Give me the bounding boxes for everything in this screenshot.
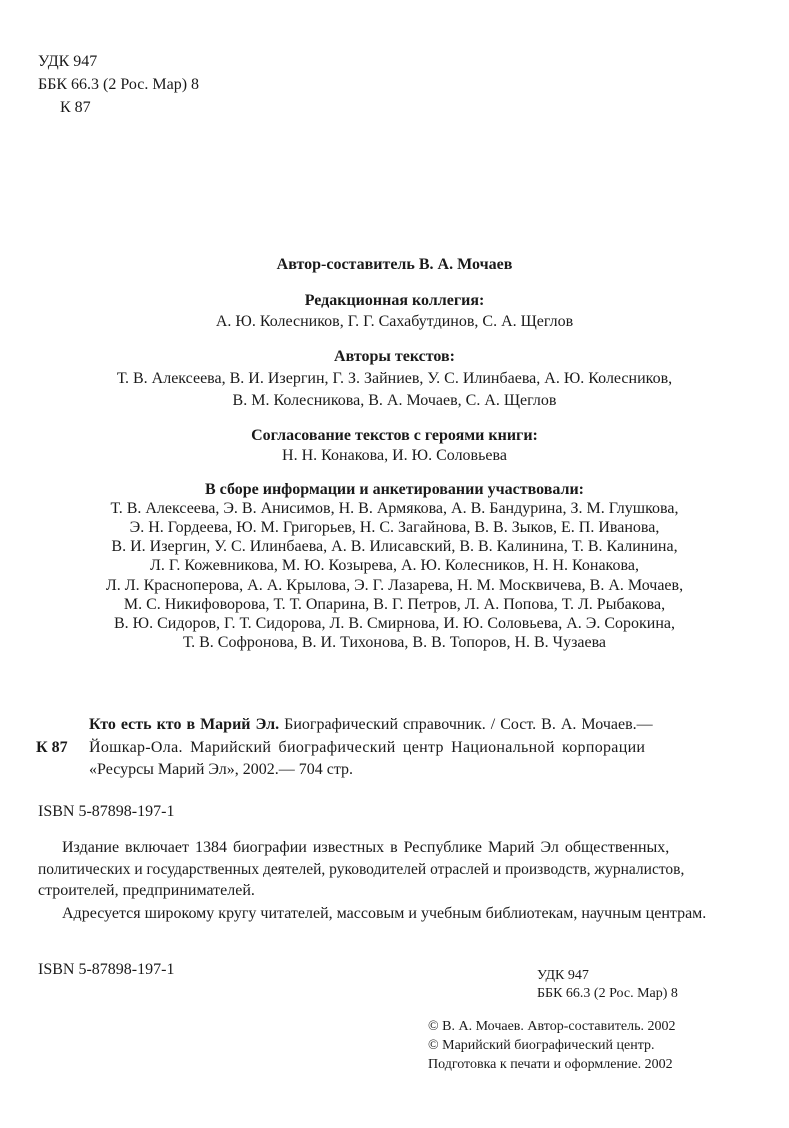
udk-code: УДК 947 [38, 53, 98, 70]
text-authors-line: В. М. Колесникова, В. А. Мочаев, С. А. Щеглов [232, 392, 557, 409]
editorial-board-heading: Редакционная коллегия: [304, 292, 485, 309]
footer-isbn: ISBN 5-87898-197-1 [38, 961, 175, 978]
annotation-line: строителей, предпринимателей. [38, 882, 255, 899]
bbk-code: ББК 66.3 (2 Рос. Мар) 8 [38, 76, 200, 93]
contributors-line: Л. Г. Кожевникова, М. Ю. Козырева, А. Ю. Колесников, Н. Н. Конакова, [150, 557, 639, 574]
compiler-text: Автор-составитель В. А. Мочаев [276, 256, 513, 273]
editorial-board-names: А. Ю. Колесников, Г. Г. Сахабутдинов, С. А. Щеглов [215, 313, 574, 330]
contributors-line: Э. Н. Гордеева, Ю. М. Григорьев, Н. С. Загайнова, В. В. Зыков, Е. П. Иванова, [129, 519, 660, 536]
author-mark: К 87 [60, 99, 91, 116]
compiler [0, 255, 789, 274]
copyright-line: © В. А. Мочаев. Автор-составитель. 2002 [428, 1019, 676, 1034]
book-title: Кто есть кто в Марий Эл. [89, 716, 280, 733]
text-authors-heading: Авторы текстов: [334, 348, 455, 365]
contributors-line: В. И. Изергин, У. С. Илинбаева, А. В. Илисавский, В. В. Калинина, Т. В. Калинина, [111, 538, 678, 555]
catalog-description: Биографический справочник. / Сост. В. А. Мочаев.— [279, 716, 653, 733]
contributors-line: Т. В. Софронова, В. И. Тихонова, В. В. Топоров, Н. В. Чузаева [182, 634, 607, 651]
contributors-line: М. С. Никифоворова, Т. Т. Опарина, В. Г. Петров, Л. А. Попова, Т. Л. Рыбакова, [123, 596, 666, 613]
annotation-line: политических и государственных деятелей, руководителей отраслей и производств, журналистов, [38, 861, 685, 878]
contributors-line: В. Ю. Сидоров, Г. Т. Сидорова, Л. В. Смирнова, И. Ю. Соловьева, А. Э. Сорокина, [113, 615, 675, 632]
annotation-line: Адресуется широкому кругу читателей, массовым и учебным библиотекам, научным центрам. [62, 905, 707, 922]
isbn: ISBN 5-87898-197-1 [38, 803, 175, 820]
footer-udk: УДК 947 [537, 968, 589, 983]
annotation-line: Издание включает 1384 биографии известных в Республике Марий Эл общественных, [62, 839, 670, 856]
contributors-heading: В сборе информации и анкетировании участвовали: [204, 481, 585, 498]
catalog-line-2: Йошкар-Ола. Марийский биографический центр Национальной корпорации [89, 739, 646, 756]
coordination-heading: Согласование текстов с героями книги: [251, 427, 538, 444]
catalog-line-3: «Ресурсы Марий Эл», 2002.— 704 стр. [89, 761, 354, 778]
contributors-line: Т. В. Алексеева, Э. В. Анисимов, Н. В. Армякова, А. В. Бандурина, З. М. Глушкова, [110, 500, 679, 517]
coordination-names: Н. Н. Конакова, И. Ю. Соловьева [282, 447, 507, 464]
copyright-line: Подготовка к печати и оформление. 2002 [428, 1057, 673, 1072]
footer-bbk: ББК 66.3 (2 Рос. Мар) 8 [537, 986, 678, 1001]
text-authors-line: Т. В. Алексеева, В. И. Изергин, Г. З. Зайниев, У. С. Илинбаева, А. Ю. Колесников, [116, 370, 673, 387]
catalog-mark: К 87 [36, 739, 68, 756]
catalog-line-1 [89, 715, 653, 734]
copyright-line: © Марийский биографический центр. [428, 1038, 655, 1053]
contributors-line: Л. Л. Красноперова, А. А. Крылова, Э. Г. Лазарева, Н. М. Москвичева, В. А. Мочаев, [105, 577, 684, 594]
